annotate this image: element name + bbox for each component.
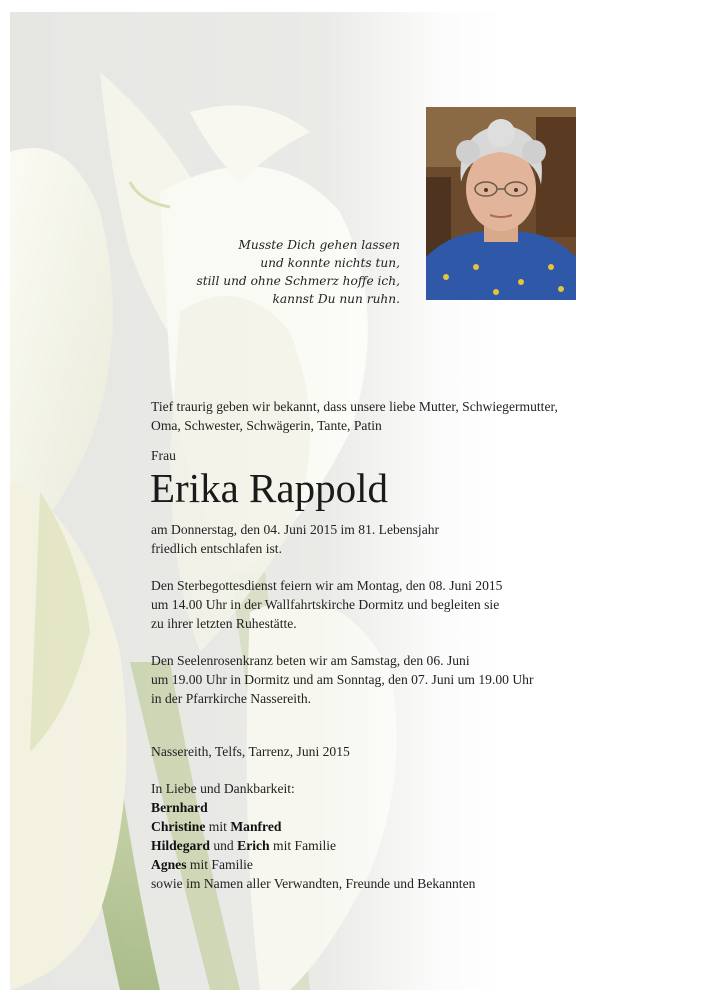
announcement-intro — [151, 397, 558, 435]
connector-text: mit Familie — [273, 838, 337, 853]
rosary-line: um 19.00 Uhr in Dormitz und am Sonntag, den 07. Juni um 19.00 Uhr — [151, 672, 534, 687]
intro-line: Tief traurig geben wir bekannt, dass unsere liebe Mutter, Schwiegermutter, — [151, 399, 558, 414]
quote-line: und konnte nichts tun, — [260, 256, 400, 270]
mourner-name: Manfred — [230, 819, 282, 834]
funeral-notice — [151, 576, 502, 633]
death-line: friedlich entschlafen ist. — [151, 541, 282, 556]
mourners-closing: sowie im Namen aller Verwandten, Freunde und Bekannten — [151, 876, 476, 891]
quote-line: kannst Du nun ruhn. — [272, 292, 400, 306]
mourner-line — [151, 836, 475, 855]
funeral-line: um 14.00 Uhr in der Wallfahrtskirche Dormitz und begleiten sie — [151, 597, 500, 612]
mourner-line — [151, 798, 475, 817]
quote-line: Musste Dich gehen lassen — [238, 238, 400, 252]
mourners-list — [151, 779, 475, 893]
funeral-line: zu ihrer letzten Ruhestätte. — [151, 616, 297, 631]
death-notice — [151, 520, 439, 558]
memorial-quote — [190, 236, 400, 308]
rosary-line: in der Pfarrkirche Nassereith. — [151, 691, 312, 706]
funeral-line: Den Sterbegottesdienst feiern wir am Montag, den 08. Juni 2015 — [151, 578, 503, 593]
mourners-heading: In Liebe und Dankbarkeit: — [151, 781, 295, 796]
deceased-title: Frau — [151, 448, 176, 463]
mourner-name: Erich — [237, 838, 270, 853]
death-line: am Donnerstag, den 04. Juni 2015 im 81. Lebensjahr — [151, 522, 440, 537]
rosary-line: Den Seelenrosenkranz beten wir am Samstag, den 06. Juni — [151, 653, 470, 668]
mourner-name: Agnes — [151, 857, 187, 872]
connector-text: mit — [208, 819, 227, 834]
quote-line: still und ohne Schmerz hoffe ich, — [196, 274, 400, 288]
mourner-line — [151, 855, 475, 874]
place-date — [151, 742, 350, 761]
deceased-name: Erika Rappold — [150, 465, 388, 511]
place-date-line: Nassereith, Telfs, Tarrenz, Juni 2015 — [151, 744, 350, 759]
intro-line: Oma, Schwester, Schwägerin, Tante, Patin — [151, 418, 382, 433]
mourner-line — [151, 817, 475, 836]
portrait-image — [426, 107, 576, 300]
mourner-name: Hildegard — [151, 838, 210, 853]
rosary-notice — [151, 651, 533, 708]
mourner-name: Bernhard — [151, 800, 208, 815]
mourner-name: Christine — [151, 819, 206, 834]
connector-text: mit Familie — [189, 857, 253, 872]
portrait-photo — [426, 107, 576, 300]
connector-text: und — [213, 838, 234, 853]
